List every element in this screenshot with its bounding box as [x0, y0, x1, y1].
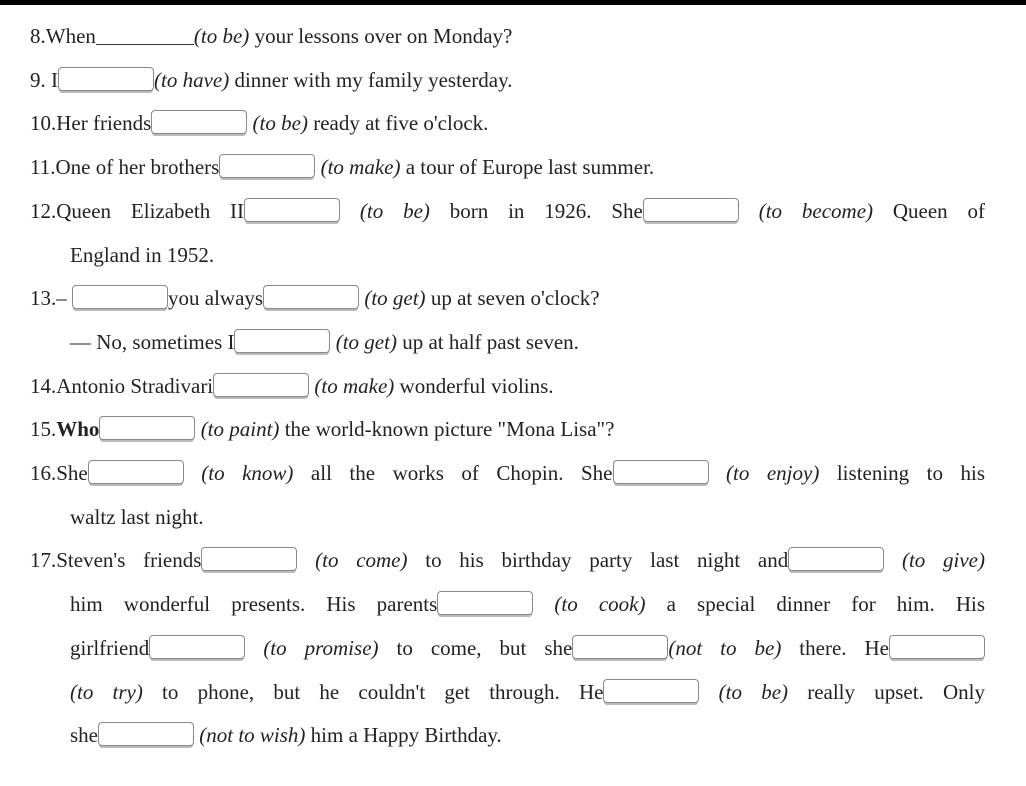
- verb-hint: (to make): [314, 373, 395, 398]
- verb-hint: (to enjoy): [726, 461, 820, 485]
- answer-input[interactable]: [234, 329, 330, 353]
- verb-hint: (to have): [154, 67, 230, 92]
- exercise-line: [30, 414, 985, 444]
- exercise-line: [70, 633, 985, 663]
- answer-input[interactable]: [244, 198, 340, 222]
- item-number: 14.: [30, 373, 57, 398]
- answer-input[interactable]: [149, 635, 245, 659]
- item-number: 10.: [30, 111, 57, 136]
- sentence-text: England in 1952.: [70, 242, 215, 267]
- sentence-text: Steven's friends: [56, 548, 202, 573]
- sentence-text: –: [56, 286, 72, 311]
- answer-input[interactable]: [788, 547, 884, 571]
- answer-input[interactable]: [603, 679, 699, 703]
- sentence-text: [184, 461, 202, 485]
- answer-input[interactable]: [263, 285, 359, 309]
- item-number: 9.: [30, 67, 46, 92]
- sentence-text: to his birthday party last night and: [407, 548, 789, 573]
- sentence-text: [340, 199, 360, 223]
- verb-hint: (to cook): [554, 592, 646, 617]
- exercise-line: [70, 677, 985, 707]
- exercise-line: [30, 283, 985, 313]
- sentence-text: she: [70, 723, 98, 748]
- answer-input[interactable]: [437, 591, 533, 615]
- answer-input[interactable]: [201, 547, 297, 571]
- sentence-text: When: [45, 24, 96, 48]
- exercise-line: [30, 108, 985, 138]
- item-number: 11.: [30, 155, 56, 180]
- answer-input[interactable]: [213, 373, 309, 397]
- sentence-text: ready at five o'clock.: [307, 111, 489, 136]
- sentence-text: you always: [168, 286, 264, 311]
- item-number: 15.: [30, 417, 57, 442]
- sentence-text: — No, sometimes I: [70, 329, 235, 354]
- sentence-text: there. He: [781, 635, 889, 660]
- exercise-line: [70, 720, 985, 750]
- sentence-text: Antonio Stradivari: [56, 373, 214, 398]
- sentence-text: Her friends: [56, 111, 152, 136]
- sentence-text: the world-known picture "Mona Lisa"?: [279, 417, 615, 442]
- verb-hint: (to give): [901, 548, 985, 573]
- exercise-line: [70, 240, 985, 270]
- verb-hint: (not to be): [668, 635, 782, 660]
- sentence-text: him wonderful presents. His parents: [70, 592, 438, 617]
- exercise-line: [70, 502, 985, 532]
- sentence-text: She: [56, 461, 88, 485]
- sentence-text: him a Happy Birthday.: [305, 723, 502, 748]
- sentence-text: [533, 592, 554, 616]
- answer-input[interactable]: [572, 635, 668, 659]
- sentence-text: up at seven o'clock?: [425, 286, 600, 311]
- top-border: [0, 0, 1026, 5]
- answer-input[interactable]: [88, 460, 184, 484]
- verb-hint: (to become): [758, 198, 874, 223]
- answer-input[interactable]: [889, 635, 985, 659]
- answer-input[interactable]: [613, 460, 709, 484]
- answer-input[interactable]: [151, 110, 247, 134]
- sentence-text: girlfriend: [70, 635, 150, 660]
- verb-hint: (to paint): [200, 417, 280, 442]
- sentence-text: really upset. Only: [788, 679, 985, 704]
- verb-hint: (to come): [315, 548, 408, 573]
- answer-blank-line[interactable]: [96, 24, 194, 45]
- sentence-text: a special dinner for him. His: [645, 592, 985, 617]
- item-number: 16.: [30, 461, 57, 485]
- sentence-text: [884, 548, 902, 572]
- sentence-text: One of her brothers: [55, 155, 220, 180]
- exercise-line: [30, 545, 985, 575]
- verb-hint: (not to wish): [199, 723, 306, 748]
- sentence-text: [297, 548, 315, 572]
- answer-input[interactable]: [219, 154, 315, 178]
- sentence-text: [699, 680, 718, 704]
- answer-input[interactable]: [99, 416, 195, 440]
- verb-hint: (to get): [364, 286, 426, 311]
- exercise-line: [30, 65, 985, 95]
- sentence-text: [709, 461, 727, 485]
- verb-hint: (to be): [193, 24, 250, 48]
- sentence-text: Queen Elizabeth II: [56, 198, 245, 223]
- answer-input[interactable]: [643, 198, 739, 222]
- item-number: 12.: [30, 198, 57, 223]
- verb-hint: (to be): [252, 111, 308, 136]
- exercise-line: [30, 21, 985, 51]
- item-number: 17.: [30, 548, 57, 573]
- verb-hint: (to be): [359, 198, 430, 223]
- verb-hint: (to promise): [263, 635, 379, 660]
- exercise-line: [30, 152, 985, 182]
- answer-input[interactable]: [98, 722, 194, 746]
- sentence-text: Who: [56, 417, 100, 442]
- verb-hint: (to know): [201, 461, 294, 485]
- sentence-text: listening to his: [819, 461, 986, 485]
- sentence-text: up at half past seven.: [396, 329, 579, 354]
- exercise-line: [30, 371, 985, 401]
- exercise-line: [70, 589, 985, 619]
- sentence-text: [739, 199, 759, 223]
- item-number: 13.: [30, 286, 57, 311]
- sentence-text: to phone, but he couldn't get through. He: [142, 679, 604, 704]
- sentence-text: dinner with my family yesterday.: [229, 67, 513, 92]
- sentence-text: [245, 636, 263, 660]
- sentence-text: a tour of Europe last summer.: [400, 155, 655, 180]
- sentence-text: born in 1926. She: [429, 198, 643, 223]
- verb-hint: (to make): [320, 155, 401, 180]
- exercise-line: [70, 327, 985, 357]
- sentence-text: to come, but she: [378, 635, 573, 660]
- sentence-text: your lessons over on Monday?: [249, 24, 513, 48]
- sentence-text: wonderful violins.: [394, 373, 554, 398]
- exercise-line: [30, 458, 985, 488]
- sentence-text: waltz last night.: [70, 504, 204, 529]
- answer-input[interactable]: [58, 67, 154, 91]
- verb-hint: (to try): [70, 679, 143, 704]
- item-number: 8.: [30, 24, 46, 48]
- verb-hint: (to get): [335, 329, 397, 354]
- exercise-line: [30, 196, 985, 226]
- sentence-text: Queen of: [873, 198, 986, 223]
- sentence-text: all the works of Chopin. She: [293, 461, 613, 485]
- answer-input[interactable]: [72, 285, 168, 309]
- verb-hint: (to be): [718, 679, 789, 704]
- sentence-text: I: [45, 67, 58, 92]
